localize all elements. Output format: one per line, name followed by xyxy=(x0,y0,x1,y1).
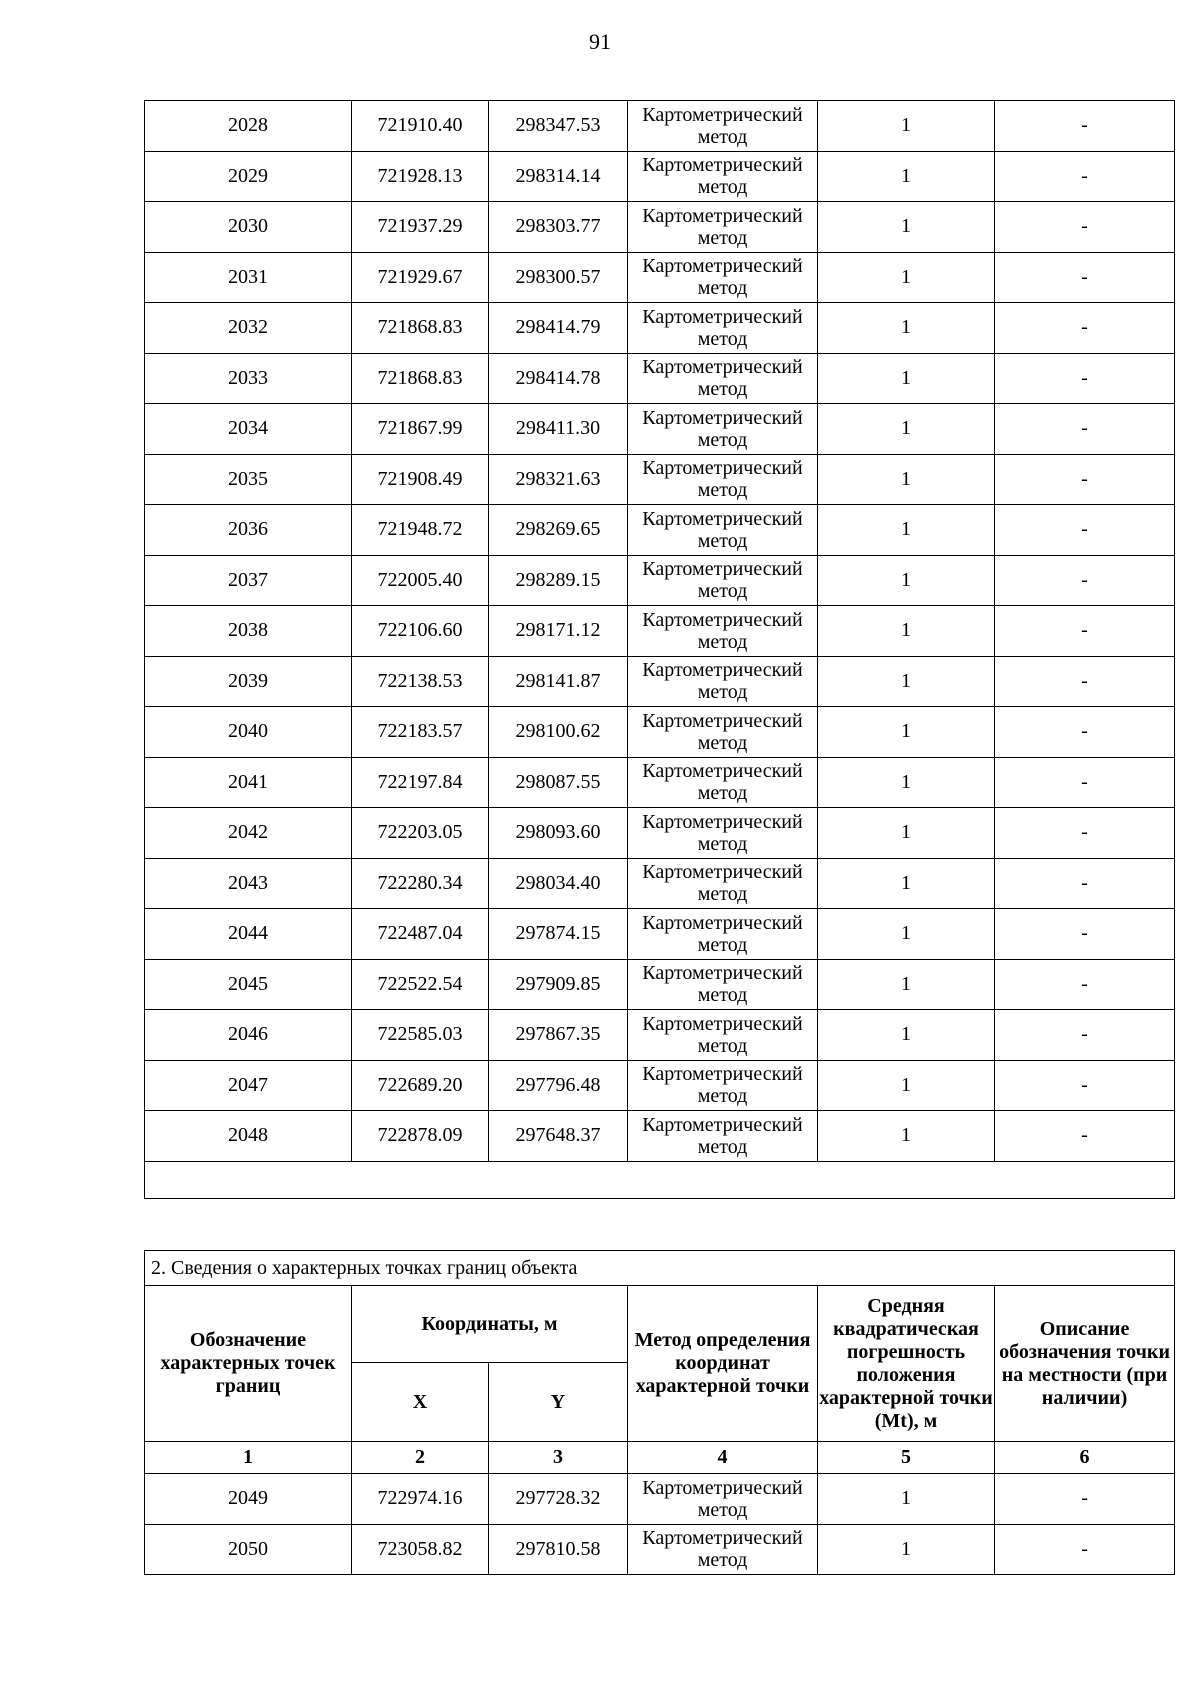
column-number: 5 xyxy=(818,1442,995,1474)
table-row xyxy=(145,1111,1175,1162)
method-line: Картометрический xyxy=(642,962,803,985)
y-coordinate-cell: 297796.48 xyxy=(489,1060,628,1111)
y-coordinate-cell: 297728.32 xyxy=(489,1474,628,1525)
table-row xyxy=(145,606,1175,657)
description-cell: - xyxy=(995,1524,1175,1575)
table-row xyxy=(145,858,1175,909)
coordinates-table-continued xyxy=(144,100,1175,1199)
error-cell: 1 xyxy=(818,303,995,354)
point-id-cell: 2033 xyxy=(145,353,352,404)
method-line: метод xyxy=(697,883,748,906)
method-line: метод xyxy=(697,277,748,300)
method-cell xyxy=(628,808,818,859)
method-line: Картометрический xyxy=(642,861,803,884)
y-coordinate-cell: 298303.77 xyxy=(489,202,628,253)
table-row xyxy=(145,757,1175,808)
method-line: метод xyxy=(697,1135,748,1158)
table-row xyxy=(145,454,1175,505)
method-line: Картометрический xyxy=(642,204,803,227)
method-line: метод xyxy=(697,681,748,704)
x-coordinate-cell: 722106.60 xyxy=(352,606,489,657)
x-coordinate-cell: 722203.05 xyxy=(352,808,489,859)
y-coordinate-cell: 298093.60 xyxy=(489,808,628,859)
point-id-cell: 2045 xyxy=(145,959,352,1010)
method-line: метод xyxy=(697,782,748,805)
x-coordinate-cell: 721868.83 xyxy=(352,303,489,354)
method-line: Картометрический xyxy=(642,558,803,581)
table-row xyxy=(145,101,1175,152)
description-cell: - xyxy=(995,757,1175,808)
method-line: Картометрический xyxy=(642,154,803,177)
method-line: Картометрический xyxy=(642,305,803,328)
method-cell xyxy=(628,404,818,455)
error-cell: 1 xyxy=(818,1060,995,1111)
table-row xyxy=(145,505,1175,556)
error-cell: 1 xyxy=(818,555,995,606)
x-coordinate-cell: 721868.83 xyxy=(352,353,489,404)
point-id-cell: 2046 xyxy=(145,1010,352,1061)
method-cell xyxy=(628,1010,818,1061)
empty-cell xyxy=(145,1161,1175,1198)
header-x: X xyxy=(352,1363,489,1442)
column-numbers-row xyxy=(145,1442,1175,1474)
description-cell: - xyxy=(995,353,1175,404)
description-cell: - xyxy=(995,606,1175,657)
x-coordinate-cell: 721910.40 xyxy=(352,101,489,152)
point-id-cell: 2047 xyxy=(145,1060,352,1111)
column-number: 2 xyxy=(352,1442,489,1474)
section-title-row xyxy=(145,1251,1175,1286)
y-coordinate-cell: 298171.12 xyxy=(489,606,628,657)
method-line: Картометрический xyxy=(642,709,803,732)
description-cell: - xyxy=(995,959,1175,1010)
y-coordinate-cell: 298314.14 xyxy=(489,151,628,202)
error-cell: 1 xyxy=(818,1010,995,1061)
method-line: метод xyxy=(697,479,748,502)
column-number: 3 xyxy=(489,1442,628,1474)
method-cell xyxy=(628,858,818,909)
table-row xyxy=(145,656,1175,707)
x-coordinate-cell: 721937.29 xyxy=(352,202,489,253)
point-id-cell: 2049 xyxy=(145,1474,352,1525)
x-coordinate-cell: 721948.72 xyxy=(352,505,489,556)
method-line: Картометрический xyxy=(642,1527,803,1550)
point-id-cell: 2038 xyxy=(145,606,352,657)
description-cell: - xyxy=(995,1010,1175,1061)
method-line: метод xyxy=(697,378,748,401)
method-line: метод xyxy=(697,176,748,199)
method-line: Картометрический xyxy=(642,406,803,429)
table-row xyxy=(145,959,1175,1010)
table-row xyxy=(145,1060,1175,1111)
description-cell: - xyxy=(995,1060,1175,1111)
description-cell: - xyxy=(995,555,1175,606)
x-coordinate-cell: 722280.34 xyxy=(352,858,489,909)
x-coordinate-cell: 722974.16 xyxy=(352,1474,489,1525)
description-cell: - xyxy=(995,1474,1175,1525)
method-cell xyxy=(628,909,818,960)
method-line: Картометрический xyxy=(642,356,803,379)
method-line: Картометрический xyxy=(642,1063,803,1086)
x-coordinate-cell: 722487.04 xyxy=(352,909,489,960)
method-line: Картометрический xyxy=(642,1476,803,1499)
description-cell: - xyxy=(995,151,1175,202)
description-cell: - xyxy=(995,909,1175,960)
point-id-cell: 2031 xyxy=(145,252,352,303)
y-coordinate-cell: 298289.15 xyxy=(489,555,628,606)
description-cell: - xyxy=(995,1111,1175,1162)
error-cell: 1 xyxy=(818,606,995,657)
y-coordinate-cell: 297810.58 xyxy=(489,1524,628,1575)
description-cell: - xyxy=(995,101,1175,152)
y-coordinate-cell: 298269.65 xyxy=(489,505,628,556)
description-cell: - xyxy=(995,202,1175,253)
x-coordinate-cell: 722197.84 xyxy=(352,757,489,808)
method-cell xyxy=(628,606,818,657)
point-id-cell: 2029 xyxy=(145,151,352,202)
table-row xyxy=(145,151,1175,202)
method-line: Картометрический xyxy=(642,760,803,783)
error-cell: 1 xyxy=(818,909,995,960)
method-line: Картометрический xyxy=(642,1113,803,1136)
table-row xyxy=(145,909,1175,960)
y-coordinate-cell: 298414.79 xyxy=(489,303,628,354)
header-y: Y xyxy=(489,1363,628,1442)
x-coordinate-cell: 721929.67 xyxy=(352,252,489,303)
y-coordinate-cell: 297909.85 xyxy=(489,959,628,1010)
point-id-cell: 2030 xyxy=(145,202,352,253)
point-id-cell: 2036 xyxy=(145,505,352,556)
error-cell: 1 xyxy=(818,1524,995,1575)
description-cell: - xyxy=(995,252,1175,303)
method-cell xyxy=(628,757,818,808)
method-line: метод xyxy=(697,731,748,754)
error-cell: 1 xyxy=(818,858,995,909)
table-row xyxy=(145,1010,1175,1061)
method-cell xyxy=(628,707,818,758)
description-cell: - xyxy=(995,454,1175,505)
description-cell: - xyxy=(995,808,1175,859)
empty-row xyxy=(145,1161,1175,1198)
error-cell: 1 xyxy=(818,808,995,859)
method-line: метод xyxy=(697,933,748,956)
header-coordinates: Координаты, м xyxy=(352,1286,628,1363)
point-id-cell: 2040 xyxy=(145,707,352,758)
method-line: метод xyxy=(697,226,748,249)
table-row xyxy=(145,353,1175,404)
column-number: 1 xyxy=(145,1442,352,1474)
method-cell xyxy=(628,454,818,505)
y-coordinate-cell: 298411.30 xyxy=(489,404,628,455)
point-id-cell: 2048 xyxy=(145,1111,352,1162)
error-cell: 1 xyxy=(818,252,995,303)
x-coordinate-cell: 722585.03 xyxy=(352,1010,489,1061)
column-number: 4 xyxy=(628,1442,818,1474)
error-cell: 1 xyxy=(818,656,995,707)
table-row xyxy=(145,1524,1175,1575)
point-id-cell: 2050 xyxy=(145,1524,352,1575)
header-row xyxy=(145,1286,1175,1363)
description-cell: - xyxy=(995,505,1175,556)
method-line: метод xyxy=(697,580,748,603)
table-row xyxy=(145,303,1175,354)
x-coordinate-cell: 723058.82 xyxy=(352,1524,489,1575)
method-line: Картометрический xyxy=(642,810,803,833)
error-cell: 1 xyxy=(818,151,995,202)
point-id-cell: 2037 xyxy=(145,555,352,606)
y-coordinate-cell: 298034.40 xyxy=(489,858,628,909)
x-coordinate-cell: 721908.49 xyxy=(352,454,489,505)
method-cell xyxy=(628,1060,818,1111)
point-id-cell: 2028 xyxy=(145,101,352,152)
method-line: метод xyxy=(697,1549,748,1572)
method-line: метод xyxy=(697,529,748,552)
method-cell xyxy=(628,1524,818,1575)
boundary-points-table xyxy=(144,1250,1175,1575)
method-line: Картометрический xyxy=(642,255,803,278)
point-id-cell: 2042 xyxy=(145,808,352,859)
error-cell: 1 xyxy=(818,202,995,253)
y-coordinate-cell: 298300.57 xyxy=(489,252,628,303)
method-line: Картометрический xyxy=(642,1012,803,1035)
method-line: метод xyxy=(697,630,748,653)
point-id-cell: 2034 xyxy=(145,404,352,455)
method-line: Картометрический xyxy=(642,911,803,934)
method-line: Картометрический xyxy=(642,507,803,530)
column-number: 6 xyxy=(995,1442,1175,1474)
table-row xyxy=(145,202,1175,253)
table-row xyxy=(145,252,1175,303)
point-id-cell: 2032 xyxy=(145,303,352,354)
header-point-id: Обозначение характерных точек границ xyxy=(145,1286,352,1442)
error-cell: 1 xyxy=(818,1111,995,1162)
method-line: метод xyxy=(697,984,748,1007)
point-id-cell: 2044 xyxy=(145,909,352,960)
method-cell xyxy=(628,959,818,1010)
method-line: метод xyxy=(697,327,748,350)
point-id-cell: 2039 xyxy=(145,656,352,707)
table-row xyxy=(145,555,1175,606)
y-coordinate-cell: 298100.62 xyxy=(489,707,628,758)
y-coordinate-cell: 297874.15 xyxy=(489,909,628,960)
error-cell: 1 xyxy=(818,1474,995,1525)
method-cell xyxy=(628,151,818,202)
method-cell xyxy=(628,353,818,404)
x-coordinate-cell: 722689.20 xyxy=(352,1060,489,1111)
method-cell xyxy=(628,252,818,303)
table-row xyxy=(145,707,1175,758)
method-line: Картометрический xyxy=(642,103,803,126)
method-cell xyxy=(628,1474,818,1525)
error-cell: 1 xyxy=(818,757,995,808)
x-coordinate-cell: 722138.53 xyxy=(352,656,489,707)
y-coordinate-cell: 298141.87 xyxy=(489,656,628,707)
y-coordinate-cell: 298087.55 xyxy=(489,757,628,808)
section-title: 2. Сведения о характерных точках границ объекта xyxy=(145,1251,1175,1286)
method-line: метод xyxy=(697,1085,748,1108)
description-cell: - xyxy=(995,404,1175,455)
x-coordinate-cell: 721928.13 xyxy=(352,151,489,202)
header-error: Средняя квадратическая погрешность положения характерной точки (Mt), м xyxy=(818,1286,995,1442)
error-cell: 1 xyxy=(818,353,995,404)
point-id-cell: 2043 xyxy=(145,858,352,909)
description-cell: - xyxy=(995,303,1175,354)
header-method: Метод определения координат характерной точки xyxy=(628,1286,818,1442)
x-coordinate-cell: 721867.99 xyxy=(352,404,489,455)
method-cell xyxy=(628,202,818,253)
error-cell: 1 xyxy=(818,101,995,152)
x-coordinate-cell: 722522.54 xyxy=(352,959,489,1010)
y-coordinate-cell: 298321.63 xyxy=(489,454,628,505)
point-id-cell: 2035 xyxy=(145,454,352,505)
error-cell: 1 xyxy=(818,959,995,1010)
method-line: Картометрический xyxy=(642,659,803,682)
method-line: метод xyxy=(697,832,748,855)
description-cell: - xyxy=(995,858,1175,909)
table-row xyxy=(145,404,1175,455)
method-line: метод xyxy=(697,1498,748,1521)
method-line: метод xyxy=(697,125,748,148)
error-cell: 1 xyxy=(818,454,995,505)
y-coordinate-cell: 298414.78 xyxy=(489,353,628,404)
method-cell xyxy=(628,1111,818,1162)
y-coordinate-cell: 297867.35 xyxy=(489,1010,628,1061)
x-coordinate-cell: 722878.09 xyxy=(352,1111,489,1162)
point-id-cell: 2041 xyxy=(145,757,352,808)
error-cell: 1 xyxy=(818,707,995,758)
y-coordinate-cell: 297648.37 xyxy=(489,1111,628,1162)
boundary-points-table-body xyxy=(145,1474,1175,1575)
table-row xyxy=(145,808,1175,859)
header-description: Описание обозначения точки на местности (при наличии) xyxy=(995,1286,1175,1442)
method-line: метод xyxy=(697,1034,748,1057)
method-line: метод xyxy=(697,428,748,451)
method-line: Картометрический xyxy=(642,457,803,480)
table-row xyxy=(145,1474,1175,1525)
y-coordinate-cell: 298347.53 xyxy=(489,101,628,152)
description-cell: - xyxy=(995,707,1175,758)
method-cell xyxy=(628,303,818,354)
method-cell xyxy=(628,656,818,707)
method-cell xyxy=(628,505,818,556)
coordinates-table-body xyxy=(145,101,1175,1199)
x-coordinate-cell: 722183.57 xyxy=(352,707,489,758)
x-coordinate-cell: 722005.40 xyxy=(352,555,489,606)
method-cell xyxy=(628,101,818,152)
method-line: Картометрический xyxy=(642,608,803,631)
error-cell: 1 xyxy=(818,505,995,556)
error-cell: 1 xyxy=(818,404,995,455)
method-cell xyxy=(628,555,818,606)
description-cell: - xyxy=(995,656,1175,707)
page-number: 91 xyxy=(589,29,611,54)
